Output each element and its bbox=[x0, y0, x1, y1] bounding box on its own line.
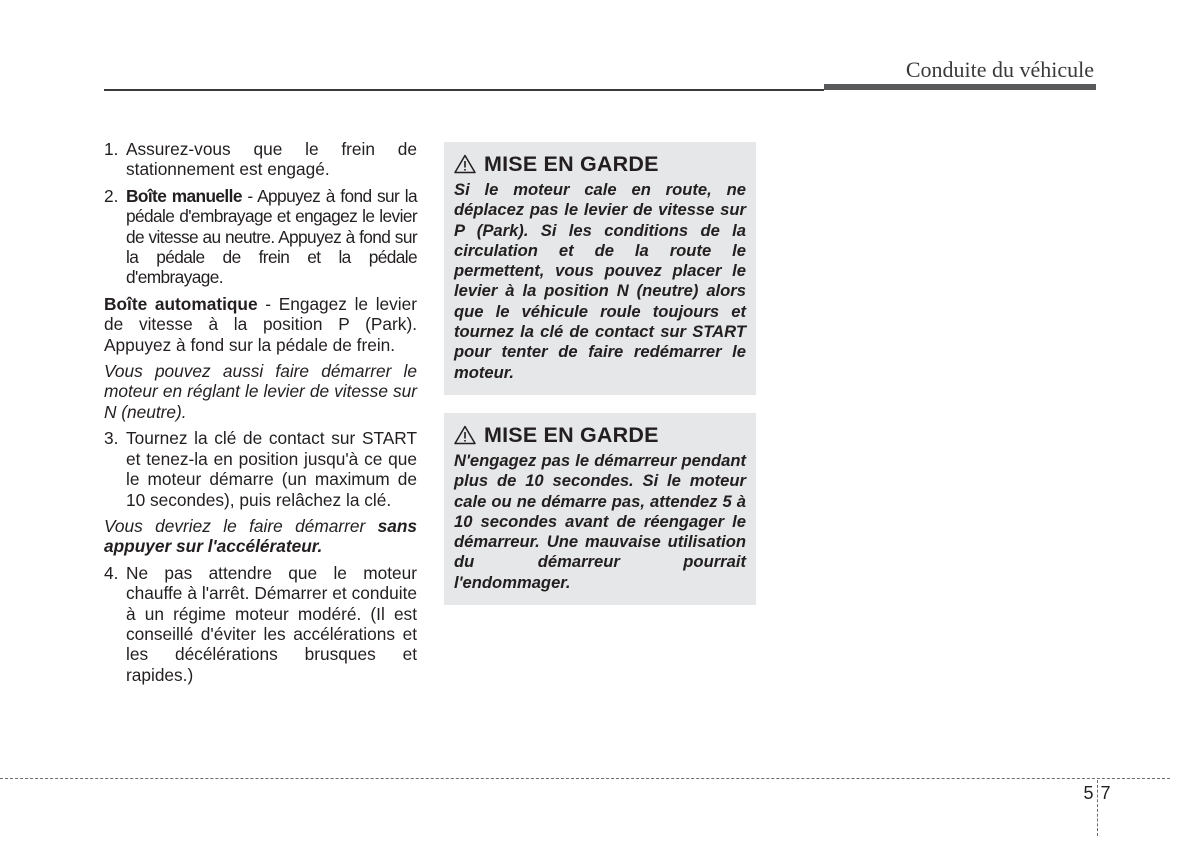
warning-header bbox=[454, 422, 746, 448]
accelerator-note bbox=[104, 516, 417, 557]
footer-dashed-rule bbox=[0, 778, 1170, 779]
warning-text: Si le moteur cale en route, ne déplacez pas le levier de vitesse sur P (Park). Si les conditions de la circulation et de la route le permettent, vous pouvez placer le levier à la position N (neutre) alors que le véhicule roule toujours et tournez la clé de contact sur START pour tenter de faire redémarrer le moteur. bbox=[454, 180, 746, 382]
step-number: 1. bbox=[104, 139, 119, 159]
neutral-start-note: Vous pouvez aussi faire démarrer le moteur en réglant le levier de vitesse sur N (neutre). bbox=[104, 361, 417, 422]
automatic-gearbox-paragraph bbox=[104, 294, 417, 355]
page-number bbox=[1080, 783, 1114, 804]
manual-gearbox-text: - Appuyez à fond sur la pédale d'embrayage et engagez le levier de vitesse au neutre. Appuyez à fond sur la pédale de frein et la pédale d'embrayage. bbox=[126, 185, 417, 288]
accelerator-note-emphasis: sans appuyer sur l'accélérateur. bbox=[104, 515, 417, 557]
instructions-column bbox=[104, 139, 417, 685]
step-3 bbox=[104, 428, 417, 510]
warning-text: N'engagez pas le démarreur pendant plus de 10 secondes. Si le moteur cale ou ne démarre pas, attendez 5 à 10 secondes avant de réengager le démarreur. Une mauvaise utilisation du démarreur pourrait l'endommager. bbox=[454, 451, 746, 592]
step-text: Assurez-vous que le frein de stationnement est engagé. bbox=[126, 139, 417, 180]
step-number: 2. bbox=[104, 185, 119, 206]
step-number: 4. bbox=[104, 562, 119, 583]
step-text: Ne pas attendre que le moteur chauffe à l'arrêt. Démarrer et conduite à un régime moteur modéré. (Il est conseillé d'éviter les accélérations et les décélérations brusques et rapides.) bbox=[126, 562, 417, 685]
warning-header bbox=[454, 151, 746, 177]
step-text: Tournez la clé de contact sur START et tenez-la en position jusqu'à ce que le moteur démarre (un maximum de 10 secondes), puis relâchez la clé. bbox=[126, 428, 417, 510]
automatic-gearbox-label: Boîte automatique bbox=[104, 293, 258, 314]
warning-triangle-icon bbox=[454, 425, 476, 445]
warning-box-1 bbox=[444, 142, 756, 395]
warning-title: MISE EN GARDE bbox=[484, 151, 659, 176]
step-1 bbox=[104, 139, 417, 180]
manual-gearbox-label: Boîte manuelle bbox=[126, 185, 242, 206]
step-2 bbox=[104, 186, 417, 288]
warning-title: MISE EN GARDE bbox=[484, 422, 659, 447]
page-header-title: Conduite du véhicule bbox=[905, 57, 1094, 82]
accelerator-note-text: Vous devriez le faire démarrer bbox=[104, 515, 378, 536]
step-number: 3. bbox=[104, 428, 119, 449]
chapter-number: 5 bbox=[1083, 783, 1094, 803]
warning-triangle-icon bbox=[454, 154, 476, 174]
warning-box-2 bbox=[444, 413, 756, 605]
automatic-gearbox-text: - Engagez le levier de vitesse à la position P (Park). Appuyez à fond sur la pédale de frein. bbox=[104, 293, 417, 355]
header-rule-thick bbox=[824, 84, 1096, 90]
page-in-chapter: 7 bbox=[1100, 783, 1111, 803]
header-rule-thin bbox=[104, 89, 824, 91]
step-4 bbox=[104, 563, 417, 685]
step-text bbox=[126, 186, 417, 288]
